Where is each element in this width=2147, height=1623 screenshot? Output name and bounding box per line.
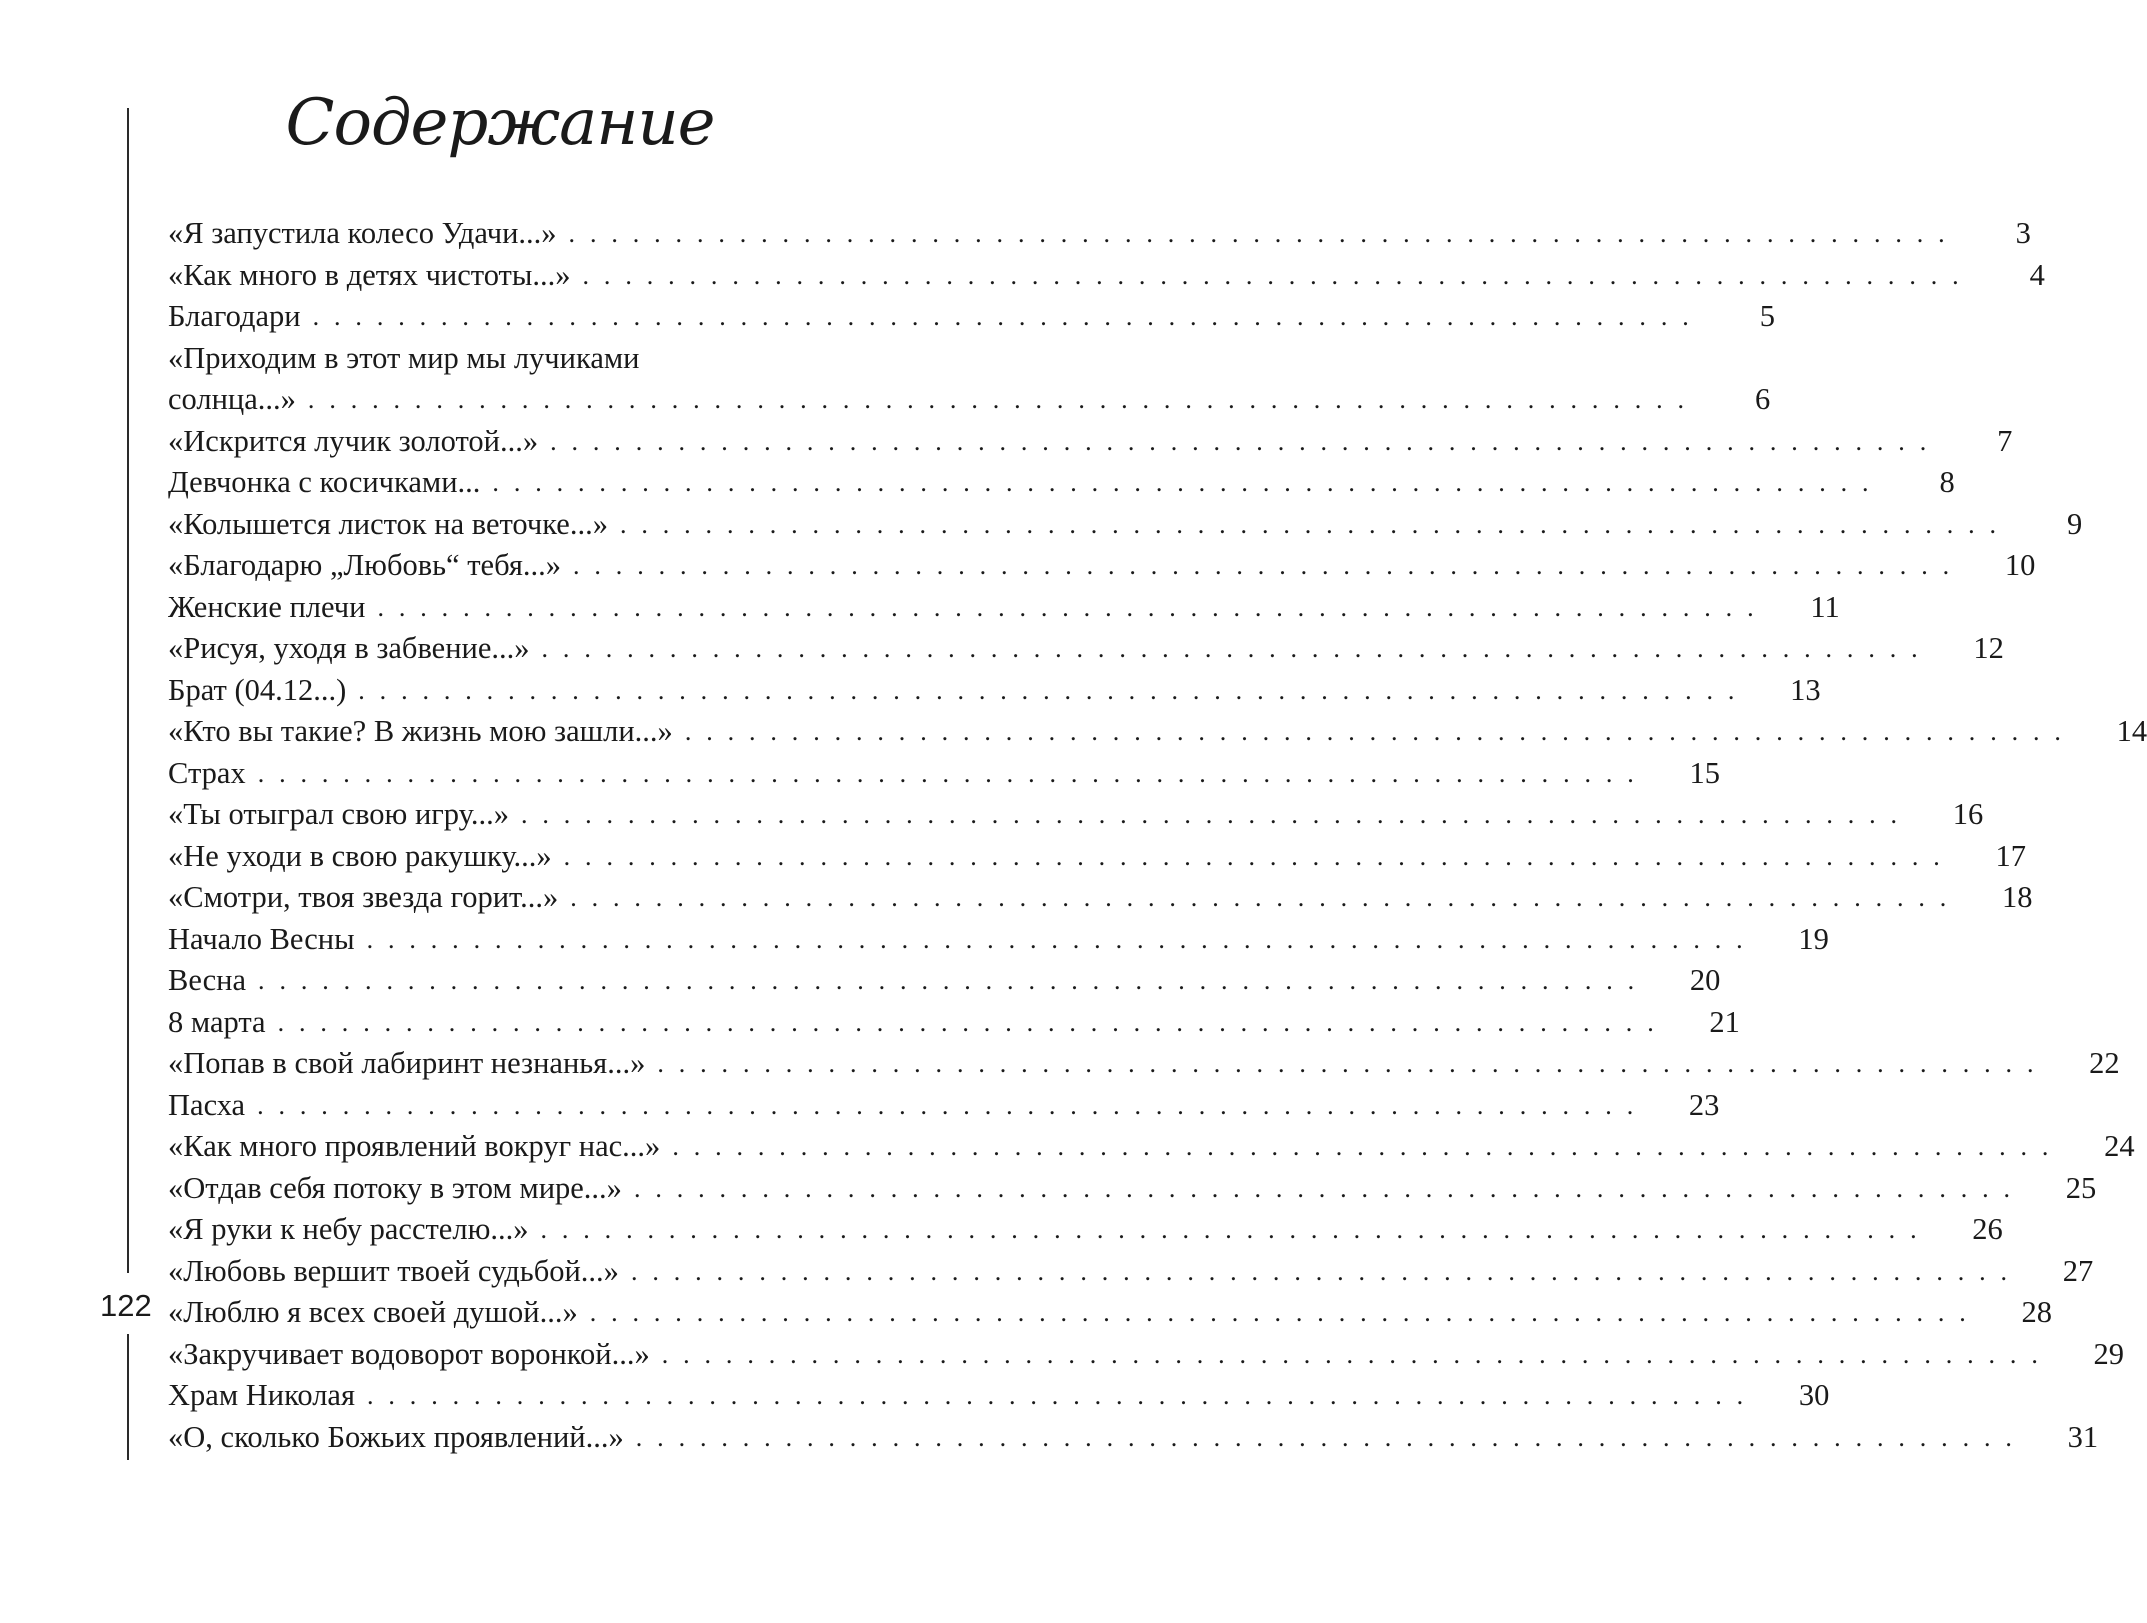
toc-entry-page: 6 [1754,382,1771,416]
toc-leader-dots: . . . . . . . . . . . . . . . . . . . . . . . . . . . . . . . . . . . . . . . . . . . . . . . . . . . . . . . . . . . . . . . . . [550,426,1931,456]
toc-entry-title: «Попав в свой лабиринт незнанья...» [168,1046,646,1080]
toc-leader-dots: . . . . . . . . . . . . . . . . . . . . . . . . . . . . . . . . . . . . . . . . . . . . . . . . . . . . . . . . . . . . . . . . . [630,1256,2012,1286]
toc-leader-dots: . . . . . . . . . . . . . . . . . . . . . . . . . . . . . . . . . . . . . . . . . . . . . . . . . . . . . . . . . . . . . . . . . [257,758,1638,788]
toc-entry [168,711,2147,753]
toc-entry [168,670,1821,712]
toc-leader-dots: . . . . . . . . . . . . . . . . . . . . . . . . . . . . . . . . . . . . . . . . . . . . . . . . . . . . . . . . . . . . . . . . . [684,717,2066,746]
toc-entry [168,628,2004,670]
toc-entry-title: 8 марта [168,1004,266,1039]
toc-entry-title: «Как много проявлений вокруг нас...» [168,1129,661,1163]
toc-entry-title: Благодари [168,299,301,333]
toc-entry [168,960,1721,1002]
toc-entry-title: Весна [168,963,247,997]
toc-entry-page: 17 [1995,838,2026,873]
toc-entry-title: «Закручивает водоворот воронкой...» [168,1336,650,1371]
toc-entry-title: Страх [168,755,246,790]
toc-entry [168,421,2013,463]
toc-entry-title: Женские плечи [168,589,366,624]
toc-entry [168,1251,2094,1293]
toc-entry-page: 23 [1688,1087,1720,1122]
toc-entry-title: «Я руки к небу расстелю...» [168,1212,529,1246]
table-of-contents [168,213,2147,1458]
toc-entry-title: «Люблю я всех своей душой...» [168,1295,578,1329]
toc-leader-dots: . . . . . . . . . . . . . . . . . . . . . . . . . . . . . . . . . . . . . . . . . . . . . . . . . . . . . . . . . . . . . . . . . [492,468,1873,497]
toc-entry [168,919,1829,961]
toc-entry [168,296,1775,338]
toc-leader-dots: . . . . . . . . . . . . . . . . . . . . . . . . . . . . . . . . . . . . . . . . . . . . . . . . . . . . . . . . . . . . . . . . . [657,1049,2038,1078]
toc-leader-dots: . . . . . . . . . . . . . . . . . . . . . . . . . . . . . . . . . . . . . . . . . . . . . . . . . . . . . . . . . . . . . . . . . [541,634,1922,663]
margin-rule-bottom [127,1334,129,1460]
toc-entry-title: «О, сколько Божьих проявлений...» [168,1419,624,1454]
toc-entry [168,213,2031,255]
toc-entry-title: «Не уходи в свою ракушку...» [168,838,552,873]
toc-entry-title: «Благодарю „Любовь“ тебя...» [168,548,561,582]
toc-entry-page: 8 [1939,465,1955,499]
page-title: Содержание [285,86,715,160]
toc-entry [168,1375,1830,1417]
toc-entry [168,1043,2120,1085]
toc-leader-dots: . . . . . . . . . . . . . . . . . . . . . . . . . . . . . . . . . . . . . . . . . . . . . . . . . . . . . . . . . . . . . . . . . [258,966,1639,995]
toc-entry-title: солнца...» [168,382,296,416]
toc-entry-page: 5 [1759,299,1775,333]
toc-entry-title: «Как много в детях чистоты...» [168,257,571,292]
toc-leader-dots: . . . . . . . . . . . . . . . . . . . . . . . . . . . . . . . . . . . . . . . . . . . . . . . . . . . . . . . . . . . . . . . . . [589,1298,1971,1327]
toc-entry [168,1168,2097,1210]
toc-entry-title: «Приходим в этот мир мы лучиками [168,340,640,375]
toc-entry-page: 21 [1709,1004,1740,1039]
toc-entry-page: 15 [1689,755,1720,790]
toc-entry-page: 27 [2062,1253,2094,1288]
toc-entry-page: 18 [2002,880,2033,914]
toc-entry-page: 19 [1798,921,1829,956]
toc-entry [168,1209,2003,1251]
toc-entry [168,504,2083,546]
toc-leader-dots: . . . . . . . . . . . . . . . . . . . . . . . . . . . . . . . . . . . . . . . . . . . . . . . . . . . . . . . . . . . . . . . . . [257,1090,1638,1120]
toc-entry-page: 22 [2089,1046,2120,1080]
toc-entry [168,587,1840,629]
toc-leader-dots: . . . . . . . . . . . . . . . . . . . . . . . . . . . . . . . . . . . . . . . . . . . . . . . . . . . . . . . . . . . . . . . . . [277,1007,1658,1037]
toc-entry [168,1292,2053,1334]
toc-entry-title: Храм Николая [168,1378,355,1412]
toc-entry-page: 29 [2093,1336,2125,1371]
toc-entry-page: 4 [2029,257,2045,292]
toc-leader-dots: . . . . . . . . . . . . . . . . . . . . . . . . . . . . . . . . . . . . . . . . . . . . . . . . . . . . . . . . . . . . . . . . . [568,219,1949,248]
toc-entry-title: «Рисуя, уходя в забвение...» [168,631,530,665]
toc-leader-dots: . . . . . . . . . . . . . . . . . . . . . . . . . . . . . . . . . . . . . . . . . . . . . . . . . . . . . . . . . . . . . . . . . [619,509,2001,539]
toc-entry-title: «Смотри, твоя звезда горит...» [168,880,559,914]
toc-entry-title: Брат (04.12...) [168,672,347,707]
toc-entry-page: 14 [2116,714,2147,748]
toc-entry-title: Девчонка с косичками... [168,465,481,499]
toc-entry-title: Начало Весны [168,921,355,956]
toc-entry-page: 25 [2065,1170,2097,1205]
toc-entry-page: 13 [1790,672,1821,707]
toc-entry-page: 10 [2004,548,2036,582]
toc-entry-title: «Колышется листок на веточке...» [168,506,608,541]
toc-leader-dots: . . . . . . . . . . . . . . . . . . . . . . . . . . . . . . . . . . . . . . . . . . . . . . . . . . . . . . . . . . . . . . . . . [540,1215,1921,1244]
page-number: 122 [100,1288,152,1323]
toc-entry [168,1417,2099,1459]
toc-entry [168,836,2026,878]
toc-entry-title: «Я запустила колесо Удачи...» [168,216,557,250]
toc-entry-page: 20 [1689,963,1721,997]
toc-entry-page: 3 [2015,216,2031,250]
margin-rule-top [127,108,129,1273]
toc-entry-title: «Кто вы такие? В жизнь мою зашли...» [168,714,673,748]
toc-leader-dots: . . . . . . . . . . . . . . . . . . . . . . . . . . . . . . . . . . . . . . . . . . . . . . . . . . . . . . . . . . . . . . . . . [358,675,1739,705]
toc-entry [168,877,2033,919]
toc-entry-title: «Отдав себя потоку в этом мире...» [168,1170,622,1205]
toc-leader-dots: . . . . . . . . . . . . . . . . . . . . . . . . . . . . . . . . . . . . . . . . . . . . . . . . . . . . . . . . . . . . . . . . . [307,385,1689,414]
toc-leader-dots: . . . . . . . . . . . . . . . . . . . . . . . . . . . . . . . . . . . . . . . . . . . . . . . . . . . . . . . . . . . . . . . . . [377,592,1758,622]
toc-entry-page: 16 [1952,797,1984,831]
toc-leader-dots: . . . . . . . . . . . . . . . . . . . . . . . . . . . . . . . . . . . . . . . . . . . . . . . . . . . . . . . . . . . . . . . . . [661,1339,2043,1369]
toc-entry [168,1126,2135,1168]
toc-entry [168,1002,1740,1044]
toc-entry [168,379,1771,421]
toc-leader-dots: . . . . . . . . . . . . . . . . . . . . . . . . . . . . . . . . . . . . . . . . . . . . . . . . . . . . . . . . . . . . . . . . . [570,883,1951,912]
toc-entry [168,1085,1720,1127]
toc-entry [168,753,1720,795]
toc-entry-title: «Искрится лучик золотой...» [168,423,539,458]
toc-entry-page: 11 [1810,589,1840,624]
toc-entry-page: 24 [2104,1129,2135,1163]
toc-entry-title: Пасха [168,1087,246,1122]
toc-leader-dots: . . . . . . . . . . . . . . . . . . . . . . . . . . . . . . . . . . . . . . . . . . . . . . . . . . . . . . . . . . . . . . . . . [582,260,1963,290]
toc-leader-dots: . . . . . . . . . . . . . . . . . . . . . . . . . . . . . . . . . . . . . . . . . . . . . . . . . . . . . . . . . . . . . . . . . [672,1132,2053,1161]
toc-entry [168,462,1955,504]
toc-entry-page: 28 [2021,1295,2053,1329]
toc-entry [168,1334,2125,1376]
toc-entry-page: 9 [2067,506,2083,541]
toc-entry [168,545,2036,587]
toc-entry-title: «Ты отыграл свою игру...» [168,797,509,831]
toc-leader-dots: . . . . . . . . . . . . . . . . . . . . . . . . . . . . . . . . . . . . . . . . . . . . . . . . . . . . . . . . . . . . . . . . . [367,1381,1748,1410]
toc-entry [168,338,925,380]
toc-leader-dots: . . . . . . . . . . . . . . . . . . . . . . . . . . . . . . . . . . . . . . . . . . . . . . . . . . . . . . . . . . . . . . . . . [520,800,1902,829]
toc-entry-title: «Любовь вершит твоей судьбой...» [168,1253,619,1288]
toc-leader-dots: . . . . . . . . . . . . . . . . . . . . . . . . . . . . . . . . . . . . . . . . . . . . . . . . . . . . . . . . . . . . . . . . . [635,1422,2017,1452]
toc-entry-page: 30 [1798,1378,1830,1412]
toc-leader-dots: . . . . . . . . . . . . . . . . . . . . . . . . . . . . . . . . . . . . . . . . . . . . . . . . . . . . . . . . . . . . . . . . . [563,841,1944,871]
toc-leader-dots: . . . . . . . . . . . . . . . . . . . . . . . . . . . . . . . . . . . . . . . . . . . . . . . . . . . . . . . . . . . . . . . . . [366,924,1747,954]
toc-leader-dots: . . . . . . . . . . . . . . . . . . . . . . . . . . . . . . . . . . . . . . . . . . . . . . . . . . . . . . . . . . . . . . . . . [633,1173,2015,1203]
toc-entry-page: 31 [2067,1419,2099,1454]
toc-entry-page: 7 [1997,423,2013,458]
toc-entry-page: 12 [1973,631,2004,665]
toc-leader-dots: . . . . . . . . . . . . . . . . . . . . . . . . . . . . . . . . . . . . . . . . . . . . . . . . . . . . . . . . . . . . . . . . . [312,302,1693,331]
toc-leader-dots: . . . . . . . . . . . . . . . . . . . . . . . . . . . . . . . . . . . . . . . . . . . . . . . . . . . . . . . . . . . . . . . . . [573,551,1954,580]
toc-entry [168,794,1984,836]
toc-entry-page: 26 [1972,1212,2003,1246]
toc-entry [168,255,2045,297]
